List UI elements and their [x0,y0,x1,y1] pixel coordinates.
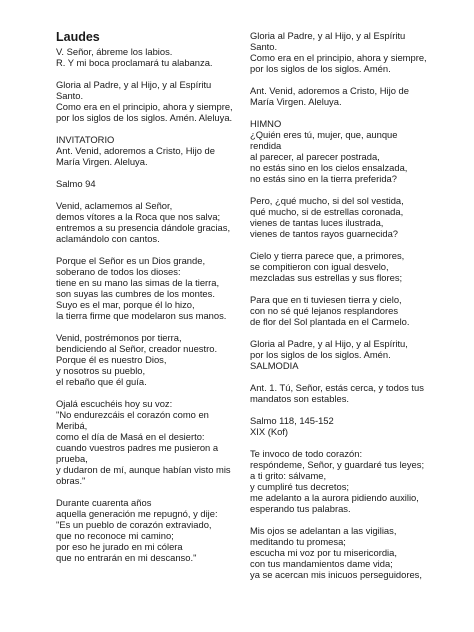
text-block [56,178,236,189]
text-block [250,415,450,437]
text-block [250,294,450,327]
text-line: vienes de tantas luces ilustrada, [250,217,384,228]
text-line: Te invoco de todo corazón: [250,448,363,459]
text-line: mezcladas sus estrellas y sus flores; [250,272,403,283]
text-line: INVITATORIO [56,134,115,145]
text-line: María Virgen. Aleluya. [250,96,342,107]
text-line: Santo. [56,90,84,101]
text-line: Ant. Venid, adoremos a Cristo, Hijo de [250,85,409,96]
text-line: vienes de tantos rayos guarnecida? [250,228,399,239]
text-block [56,332,236,387]
text-block [250,195,450,239]
text-line: y cumpliré tus decretos; [250,481,349,492]
text-line: esperando tus palabras. [250,503,351,514]
text-line: Venid, postrémonos por tierra, [56,332,182,343]
text-line: por los siglos de los siglos. Amén. Aleluya. [56,112,233,123]
text-line: Suyo es el mar, porque él lo hizo, [56,299,195,310]
text-line: respóndeme, Señor, y guardaré tus leyes; [250,459,425,470]
text-line: Gloria al Padre, y al Hijo, y al Espíritu [56,79,212,90]
text-line: y dudaron de mí, aunque habían visto mis [56,464,231,475]
text-line: no estás sino en los cielos ensalzada, [250,162,408,173]
text-line: aquella generación me repugnó, y dije: [56,508,218,519]
text-block [56,79,236,123]
text-line: con no sé qué lejanos resplandores [250,305,399,316]
text-line: y nosotros su pueblo, [56,365,146,376]
text-block [56,497,236,563]
text-line: a ti grito: sálvame, [250,470,327,481]
text-block [250,118,450,184]
text-line: meditando tu promesa; [250,536,346,547]
text-line: María Virgen. Aleluya. [56,156,148,167]
text-line: ya se acercan mis inicuos perseguidores, [250,569,422,580]
text-line: la tierra firme que modelaron sus manos. [56,310,227,321]
text-line: Durante cuarenta años [56,497,152,508]
text-line: prueba, [56,453,88,464]
text-line: se compitieron con igual desvelo, [250,261,389,272]
text-line: Salmo 94 [56,178,96,189]
text-line: el rebaño que él guía. [56,376,147,387]
text-line: por los siglos de los siglos. Amén. [250,63,391,74]
text-line: obras." [56,475,86,486]
text-line: Gloria al Padre, y al Hijo, y al Espíritu [250,30,406,41]
text-line: aclamándolo con cantos. [56,233,160,244]
text-block [56,398,236,486]
text-line: soberano de todos los dioses: [56,266,181,277]
text-line: al parecer, al parecer postrada, [250,151,380,162]
left-column [56,30,236,574]
text-block [250,525,450,580]
text-line: como el día de Masá en el desierto: [56,431,205,442]
text-line: bendiciendo al Señor, creador nuestro. [56,343,218,354]
text-line: "No endurezcáis el corazón como en [56,409,209,420]
page-title: Laudes [56,30,100,44]
text-line: V. Señor, ábreme los labios. [56,46,173,57]
text-line: demos vítores a la Roca que nos salva; [56,211,221,222]
text-line: XIX (Kof) [250,426,289,437]
right-text-blocks [250,30,450,580]
text-line: Como era en el principio, ahora y siempre, [56,101,233,112]
text-line: con tus mandamientos dame vida; [250,558,393,569]
text-line: Cielo y tierra parece que, a primores, [250,250,405,261]
text-block [56,134,236,167]
text-line: "Es un pueblo de corazón extraviado, [56,519,212,530]
text-line: Mis ojos se adelantan a las vigilias, [250,525,397,536]
text-line: Gloria al Padre, y al Hijo, y al Espíritu, [250,338,408,349]
text-line: son suyas las cumbres de los montes. [56,288,215,299]
text-line: mandatos son estables. [250,393,350,404]
text-block [250,30,450,74]
text-block [250,448,450,514]
text-block [56,200,236,244]
text-line: rendida [250,140,282,151]
text-line: Ant. Venid, adoremos a Cristo, Hijo de [56,145,215,156]
text-line: Venid, aclamemos al Señor, [56,200,173,211]
text-line: Santo. [250,41,278,52]
text-line: no estás sino en la tierra preferida? [250,173,397,184]
text-block [250,338,450,371]
text-line: escucha mi voz por tu misericordia, [250,547,397,558]
text-line: me adelanto a la aurora pidiendo auxilio, [250,492,419,503]
text-line: HIMNO [250,118,282,129]
text-line: Como era en el principio, ahora y siempre, [250,52,427,63]
right-column [250,30,450,591]
text-line: de flor del Sol plantada en el Carmelo. [250,316,410,327]
text-line: que no entrarán en mi descanso." [56,552,197,563]
text-line: Ojalá escuchéis hoy su voz: [56,398,173,409]
text-block [250,85,450,107]
text-line: entremos a su presencia dándole gracias, [56,222,231,233]
text-block [56,255,236,321]
text-line: Pero, ¿qué mucho, si del sol vestida, [250,195,404,206]
text-line: cuando vuestros padres me pusieron a [56,442,219,453]
text-block [250,382,450,404]
text-line: por eso he jurado en mi cólera [56,541,183,552]
text-line: tiene en su mano las simas de la tierra, [56,277,220,288]
text-line: qué mucho, si de estrellas coronada, [250,206,404,217]
text-block [56,46,236,68]
text-block [250,250,450,283]
text-line: por los siglos de los siglos. Amén. [250,349,391,360]
text-line: que no reconoce mi camino; [56,530,174,541]
text-line: ¿Quién eres tú, mujer, que, aunque [250,129,398,140]
text-line: Salmo 118, 145-152 [250,415,334,426]
text-line: SALMODIA [250,360,299,371]
text-line: R. Y mi boca proclamará tu alabanza. [56,57,213,68]
text-line: Porque él es nuestro Dios, [56,354,167,365]
text-line: Porque el Señor es un Dios grande, [56,255,206,266]
text-line: Meribá, [56,420,88,431]
text-line: Ant. 1. Tú, Señor, estás cerca, y todos tus [250,382,424,393]
text-line: Para que en ti tuviesen tierra y cielo, [250,294,402,305]
left-text-blocks [56,46,236,563]
